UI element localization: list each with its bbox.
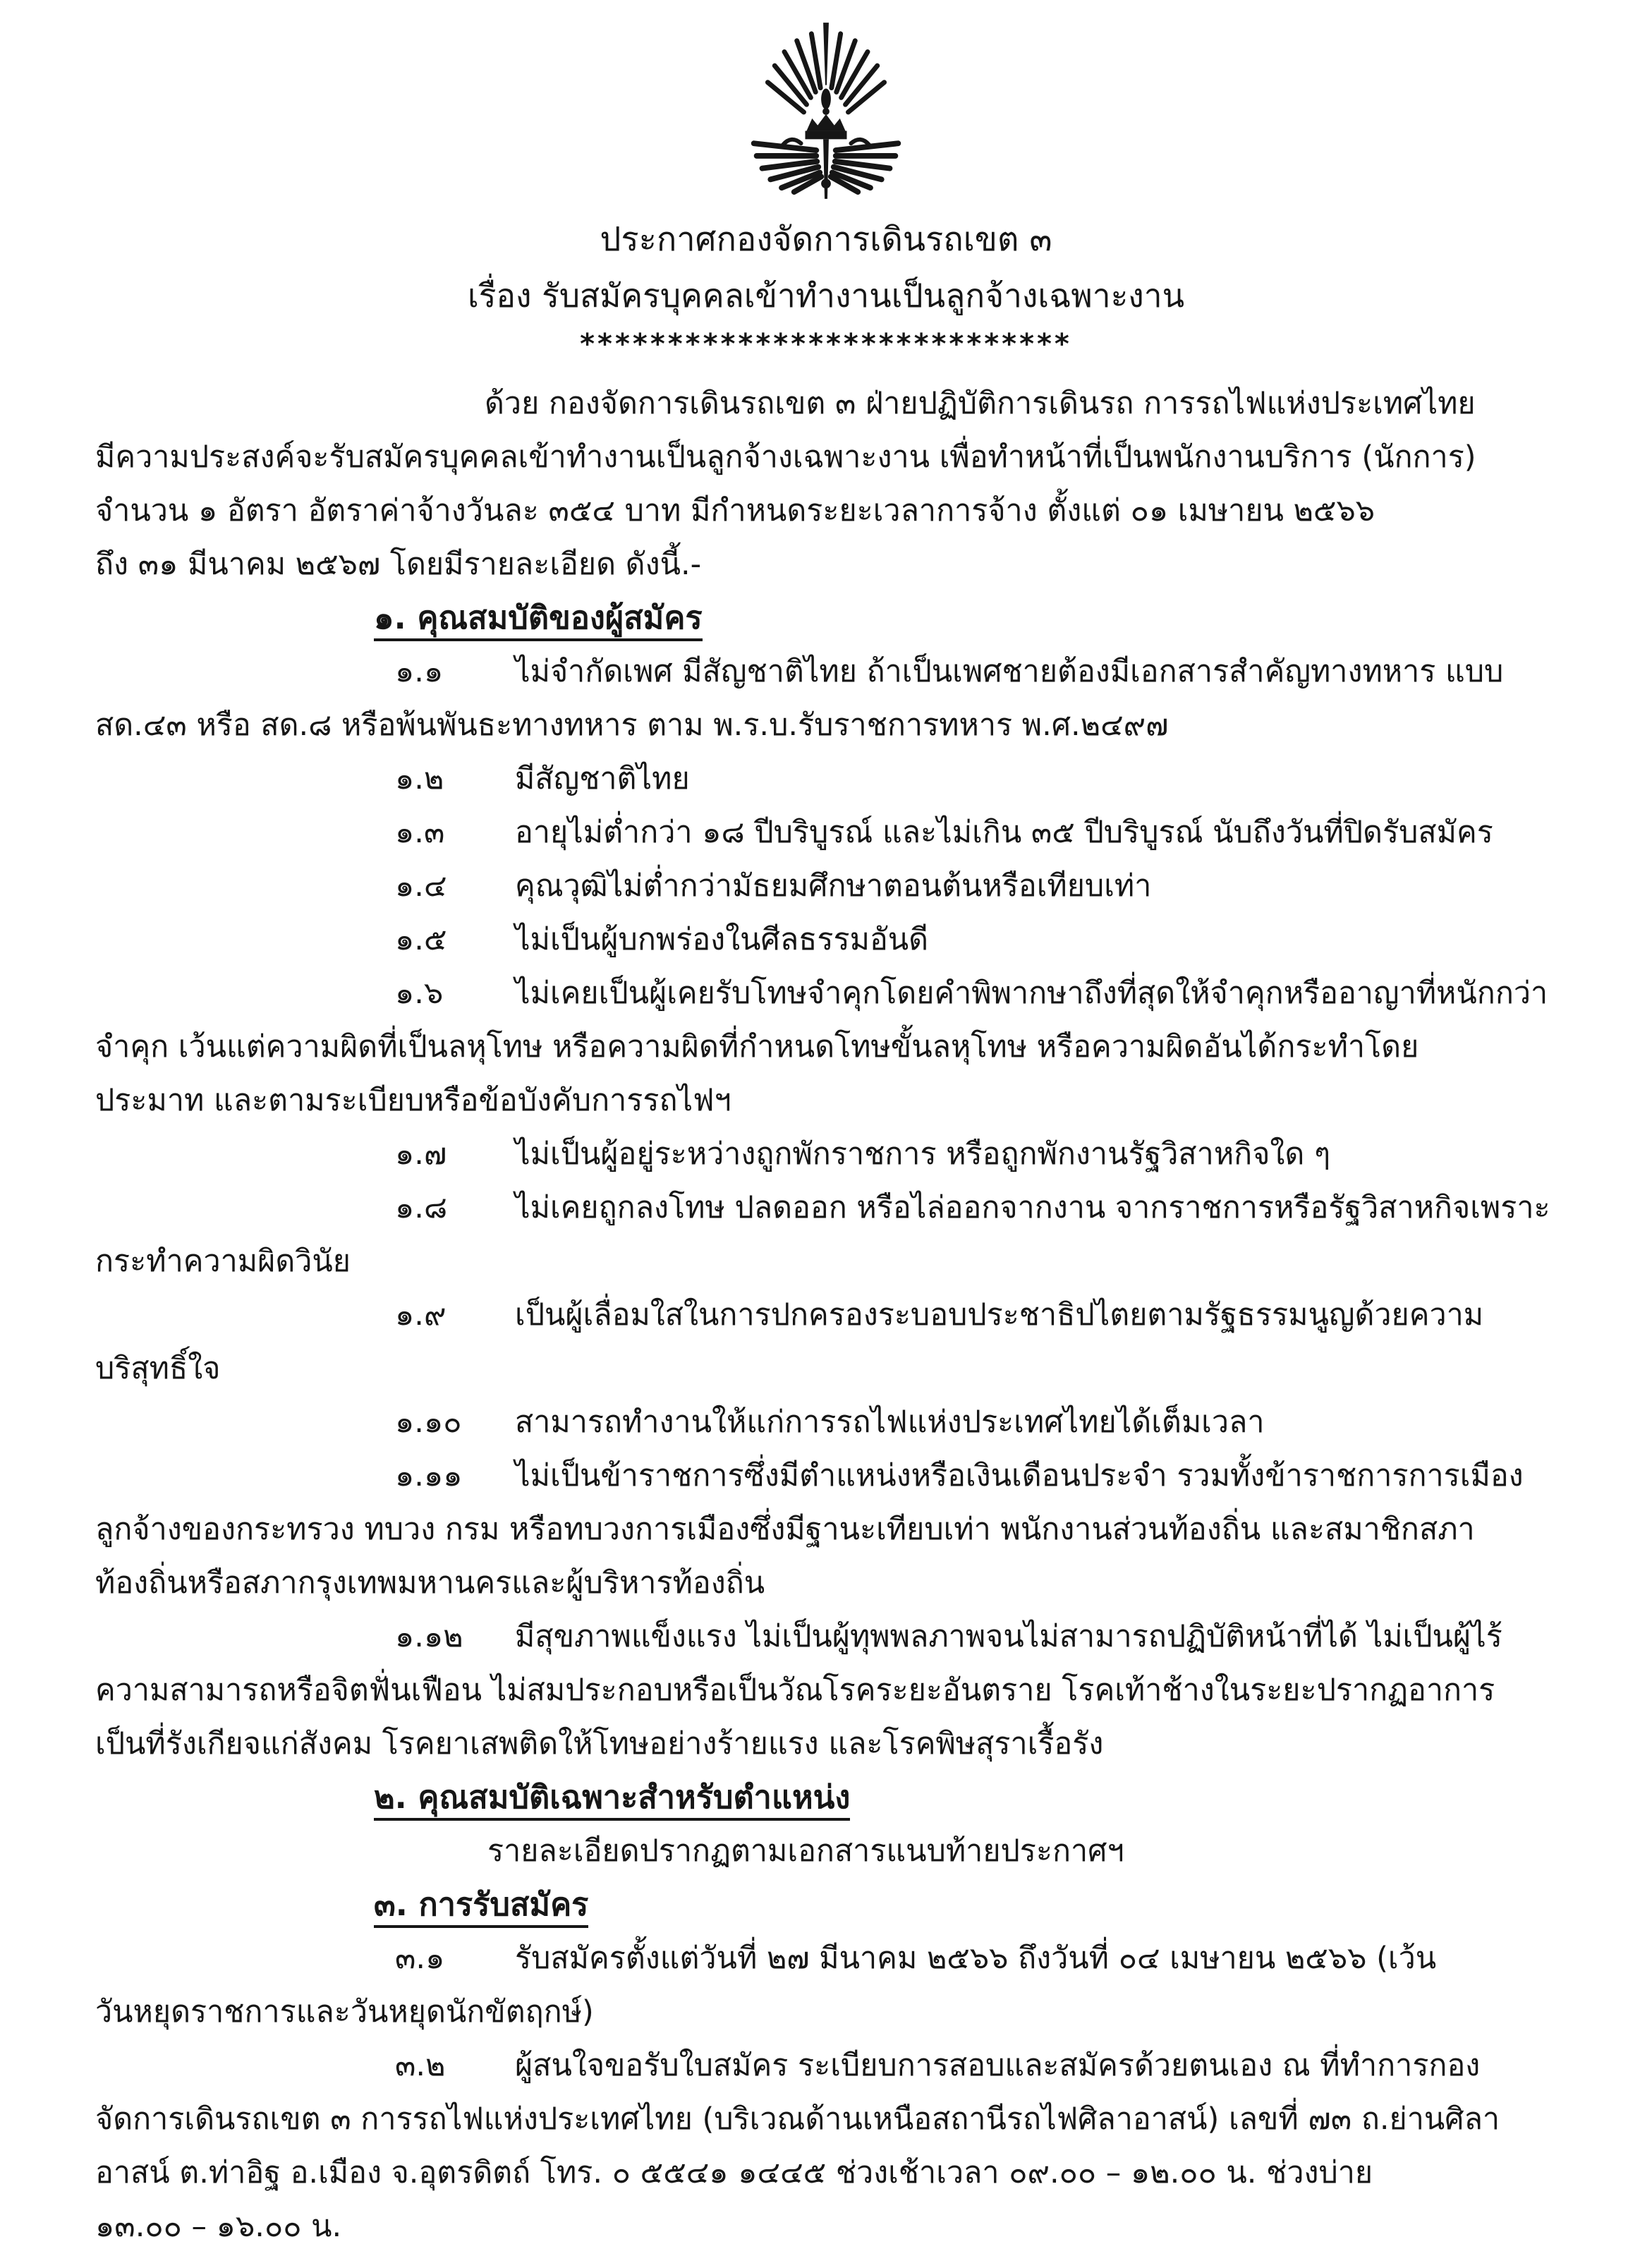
line-text: ๑. คุณสมบัติของผู้สมัคร (374, 599, 703, 641)
item-text: อายุไม่ต่ำกว่า ๑๘ ปีบริบูรณ์ และไม่เกิน ๓๕ ปีบริบูรณ์ นับถึงวันที่ปิดรับสมัคร (515, 815, 1493, 850)
document-line (395, 752, 1567, 806)
item-number: ๓.๒ (395, 2048, 446, 2083)
document-line (395, 913, 1567, 966)
state-railway-emblem-icon (743, 194, 909, 207)
item-text: ไม่เคยเป็นผู้เคยรับโทษจำคุกโดยคำพิพากษาถึงที่สุดให้จำคุกหรืออาญาที่หนักกว่า (515, 976, 1548, 1011)
section-heading (374, 1771, 1567, 1824)
item-number: ๑.๔ (395, 868, 447, 904)
item-text: คุณวุฒิไม่ต่ำกว่ามัธยมศึกษาตอนต้นหรือเทียบเท่า (515, 868, 1152, 904)
section-heading (374, 1878, 1567, 1931)
document-line (95, 1663, 1567, 1717)
item-number: ๑.๑ (395, 654, 444, 689)
document-line (95, 1985, 1567, 2039)
line-text: ๓. การรับสมัคร (374, 1886, 588, 1928)
document-line (95, 1556, 1567, 1610)
document-line (95, 698, 1567, 752)
item-text: มีสัญชาติไทย (515, 761, 690, 796)
line-text: จำคุก เว้นแต่ความผิดที่เป็นลหุโทษ หรือความผิดที่กำหนดโทษขั้นลหุโทษ หรือความผิดอันได้กระทำโดย (95, 1029, 1419, 1065)
line-text: เป็นที่รังเกียจแก่สังคม โรคยาเสพติดให้โทษอย่างร้ายแรง และโรคพิษสุราเรื้อรัง (95, 1726, 1104, 1761)
line-text: บริสุทธิ์ใจ (95, 1351, 221, 1386)
item-text: ไม่เคยถูกลงโทษ ปลดออก หรือไล่ออกจากงาน จากราชการหรือรัฐวิสาหกิจเพราะ (515, 1190, 1550, 1225)
line-text: จำนวน ๑ อัตรา อัตราค่าจ้างวันละ ๓๕๔ บาท มีกำหนดระยะเวลาการจ้าง ตั้งแต่ ๐๑ เมษายน ๒๕๖๖ (95, 493, 1375, 528)
item-text: มีสุขภาพแข็งแรง ไม่เป็นผู้ทุพพลภาพจนไม่สามารถปฏิบัติหน้าที่ได้ ไม่เป็นผู้ไร้ (515, 1619, 1502, 1654)
item-number: ๑.๗ (395, 1136, 447, 1172)
item-text: ไม่เป็นผู้อยู่ระหว่างถูกพักราชการ หรือถูกพักงานรัฐวิสาหกิจใด ๆ (515, 1136, 1331, 1172)
asterisk-divider: **************************** (580, 328, 1072, 360)
line-text: ๑๓.๐๐ – ๑๖.๐๐ น. (95, 2209, 342, 2244)
item-number: ๑.๒ (395, 761, 444, 796)
document-line (395, 1288, 1567, 1342)
document-line (395, 966, 1567, 1020)
document-line (95, 538, 1567, 591)
item-number: ๑.๕ (395, 922, 447, 957)
document-header (0, 212, 1652, 365)
document-line (95, 1717, 1567, 1771)
line-text: กระทำความผิดวินัย (95, 1244, 351, 1279)
line-text: ประมาท และตามระเบียบหรือข้อบังคับการรถไฟฯ (95, 1083, 731, 1118)
item-text: ไม่เป็นผู้บกพร่องในศีลธรรมอันดี (515, 922, 929, 957)
document-line (95, 2092, 1567, 2146)
line-text: ๒. คุณสมบัติเฉพาะสำหรับตำแหน่ง (374, 1778, 850, 1821)
item-text: รับสมัครตั้งแต่วันที่ ๒๗ มีนาคม ๒๕๖๖ ถึงวันที่ ๐๔ เมษายน ๒๕๖๖ (เว้น (515, 1941, 1437, 1976)
line-text: ลูกจ้างของกระทรวง ทบวง กรม หรือทบวงการเมืองซึ่งมีฐานะเทียบเท่า พนักงานส่วนท้องถิ่น และสมาชิกสภา (95, 1512, 1475, 1547)
item-number: ๑.๙ (395, 1297, 447, 1333)
document-line (395, 1181, 1567, 1235)
section-heading (374, 591, 1567, 645)
document-line (95, 1074, 1567, 1127)
line-text: ความสามารถหรือจิตฟั่นเฟือน ไม่สมประกอบหรือเป็นวัณโรคระยะอันตราย โรคเท้าช้างในระยะปรากฏอาการ (95, 1673, 1495, 1708)
document-line (95, 1235, 1567, 1288)
item-text: ไม่จำกัดเพศ มีสัญชาติไทย ถ้าเป็นเพศชายต้องมีเอกสารสำคัญทางทหาร แบบ (515, 654, 1504, 689)
item-number: ๑.๑๑ (395, 1458, 463, 1493)
line-text: ถึง ๓๑ มีนาคม ๒๕๖๗ โดยมีรายละเอียด ดังนี้.- (95, 547, 702, 582)
item-number: ๑.๘ (395, 1190, 448, 1225)
line-text: มีความประสงค์จะรับสมัครบุคคลเข้าทำงานเป็นลูกจ้างเฉพาะงาน เพื่อทำหน้าที่เป็นพนักงานบริการ (นักการ) (95, 439, 1476, 475)
document-subject: เรื่อง รับสมัครบุคคลเข้าทำงานเป็นลูกจ้างเฉพาะงาน (467, 277, 1185, 315)
line-text: ด้วย กองจัดการเดินรถเขต ๓ ฝ่ายปฏิบัติการเดินรถ การรถไฟแห่งประเทศไทย (485, 386, 1476, 421)
line-text: รายละเอียดปรากฏตามเอกสารแนบท้ายประกาศฯ (487, 1833, 1124, 1869)
document-line (95, 2200, 1567, 2244)
document-line (395, 859, 1567, 913)
item-number: ๑.๖ (395, 976, 444, 1011)
document-line (395, 1610, 1567, 1663)
document-line (395, 1127, 1567, 1181)
document-line (395, 806, 1567, 859)
document-line (95, 1342, 1567, 1395)
document-line (395, 1395, 1567, 1449)
document-line (95, 1020, 1567, 1074)
line-text: วันหยุดราชการและวันหยุดนักขัตฤกษ์) (95, 1994, 594, 2030)
logo-area (0, 0, 1652, 207)
document-line (95, 1503, 1567, 1556)
document-line (395, 1931, 1567, 1985)
document-line (95, 2146, 1567, 2200)
item-text: ไม่เป็นข้าราชการซึ่งมีตำแหน่งหรือเงินเดือนประจำ รวมทั้งข้าราชการการเมือง (515, 1458, 1524, 1493)
page-title: ประกาศกองจัดการเดินรถเขต ๓ (600, 220, 1052, 259)
item-number: ๑.๑๒ (395, 1619, 463, 1654)
line-text: จัดการเดินรถเขต ๓ การรถไฟแห่งประเทศไทย (บริเวณด้านเหนือสถานีรถไฟศิลาอาสน์) เลขที่ ๗๓ ถ.ย่านศิลา (95, 2102, 1500, 2137)
document-line (95, 430, 1567, 484)
item-text: สามารถทำงานให้แก่การรถไฟแห่งประเทศไทยได้เต็มเวลา (515, 1405, 1265, 1440)
item-number: ๑.๓ (395, 815, 445, 850)
item-text: เป็นผู้เลื่อมใสในการปกครองระบอบประชาธิปไตยตามรัฐธรรมนูญด้วยความ (515, 1297, 1484, 1333)
document-line (95, 484, 1567, 538)
document-line (395, 1449, 1567, 1503)
document-line (395, 645, 1567, 698)
item-text: ผู้สนใจขอรับใบสมัคร ระเบียบการสอบและสมัครด้วยตนเอง ณ ที่ทำการกอง (515, 2048, 1481, 2083)
document-line (485, 377, 1567, 430)
line-text: ท้องถิ่นหรือสภากรุงเทพมหานครและผู้บริหารท้องถิ่น (95, 1565, 765, 1601)
item-number: ๑.๑๐ (395, 1405, 462, 1440)
document-body (0, 365, 1652, 2244)
document-line (487, 1824, 1567, 1878)
line-text: สด.๔๓ หรือ สด.๘ หรือพ้นพันธะทางทหาร ตาม พ.ร.บ.รับราชการทหาร พ.ศ.๒๔๙๗ (95, 708, 1169, 743)
line-text: อาสน์ ต.ท่าอิฐ อ.เมือง จ.อุตรดิตถ์ โทร. ๐ ๕๕๔๑ ๑๔๔๕ ช่วงเช้าเวลา ๐๙.๐๐ – ๑๒.๐๐ น. ช่วงบ่าย (95, 2155, 1373, 2190)
document-line (395, 2039, 1567, 2092)
item-number: ๓.๑ (395, 1941, 445, 1976)
